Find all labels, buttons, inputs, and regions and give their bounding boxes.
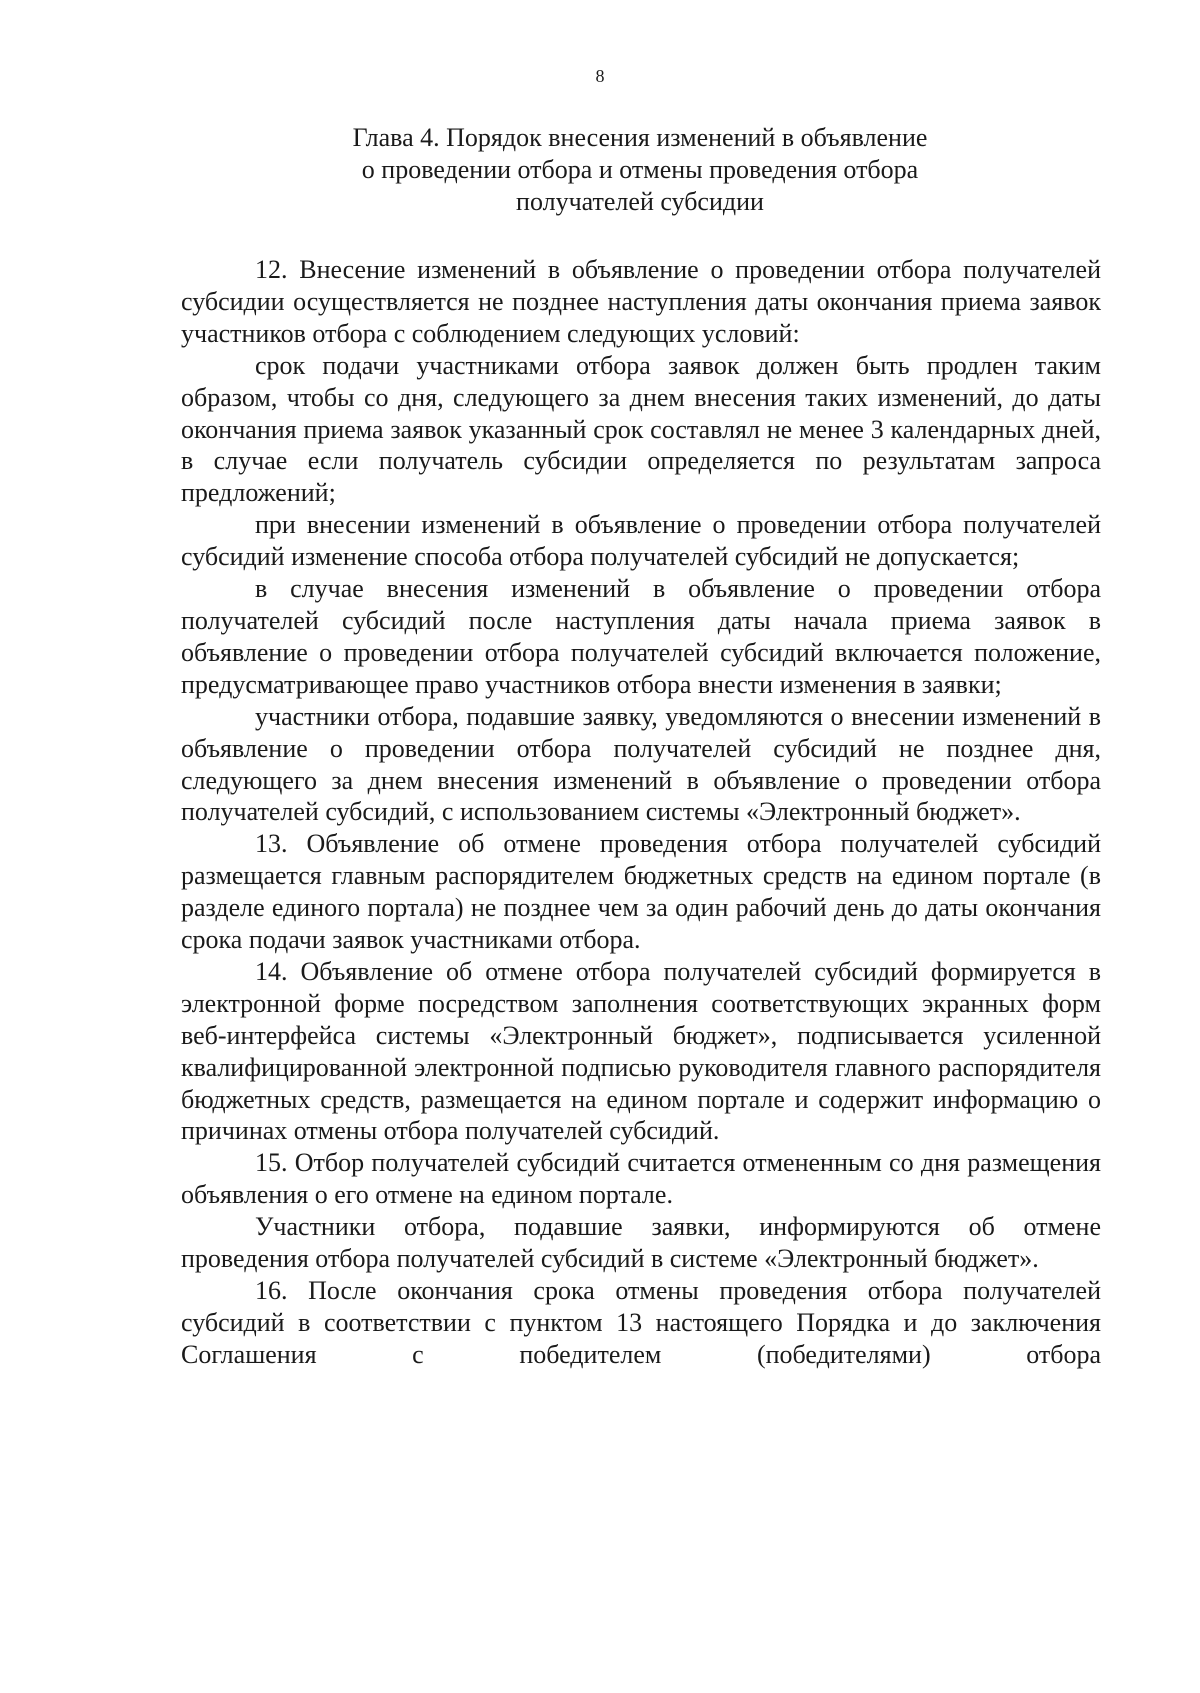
paragraph-12: 12. Внесение изменений в объявление о проведении отбора получателей субсидии осуществляется не позднее наступления даты окончания приема заявок участников отбора с соблюдением следующих условий: (181, 255, 1101, 348)
chapter-heading-line-2: о проведении отбора и отмены проведения отбора (361, 155, 919, 184)
paragraph-12-condition-2: при внесении изменений в объявление о проведении отбора получателей субсидий изменение способа отбора получателей субсидий не допускается; (181, 510, 1101, 572)
chapter-heading-line-3: получателей субсидии (516, 187, 764, 216)
page-number: 8 (595, 66, 605, 86)
paragraph-15-participants: Участники отбора, подавшие заявки, информируются об отмене проведения отбора получателей субсидий в системе «Электронный бюджет». (181, 1212, 1101, 1274)
chapter-heading-line-1: Глава 4. Порядок внесения изменений в объявление (352, 123, 928, 152)
paragraph-12-condition-1: срок подачи участниками отбора заявок должен быть продлен таким образом, чтобы со дня, следующего за днем внесения таких изменений, до даты окончания приема заявок указанный срок составлял не менее 3 календарных дней, в случае если получатель субсидии определяется по результатам запроса предложений; (181, 350, 1101, 508)
paragraph-12-condition-4: участники отбора, подавшие заявку, уведомляются о внесении изменений в объявление о проведении отбора получателей субсидий не позднее дня, следующего за днем внесения изменений в объявление о проведении отбора получателей субсидий, с использованием системы «Электронный бюджет». (181, 701, 1101, 827)
paragraph-16: 16. После окончания срока отмены проведения отбора получателей субсидий в соответствии с пунктом 13 настоящего Порядка и до заключения Соглашения с победителем (победителями) отбора (181, 1276, 1101, 1369)
document-body (181, 254, 1101, 1371)
paragraph-13: 13. Объявление об отмене проведения отбора получателей субсидий размещается главным распорядителем бюджетных средств на едином портале (в разделе единого портала) не позднее чем за один рабочий день до даты окончания срока подачи заявок участниками отбора. (181, 829, 1101, 955)
paragraph-15: 15. Отбор получателей субсидий считается отмененным со дня размещения объявления о его отмене на едином портале. (181, 1148, 1101, 1210)
chapter-heading (180, 122, 1100, 218)
paragraph-14: 14. Объявление об отмене отбора получателей субсидий формируется в электронной форме посредством заполнения соответствующих экранных форм веб-интерфейса системы «Электронный бюджет», подписывается усиленной квалифицированной электронной подписью руководителя главного распорядителя бюджетных средств, размещается на едином портале и содержит информацию о причинах отмены отбора получателей субсидий. (181, 956, 1101, 1146)
paragraph-12-condition-3: в случае внесения изменений в объявление о проведении отбора получателей субсидий после наступления даты начала приема заявок в объявление о проведении отбора получателей субсидий включается положение, предусматривающее право участников отбора внести изменения в заявки; (181, 574, 1101, 699)
